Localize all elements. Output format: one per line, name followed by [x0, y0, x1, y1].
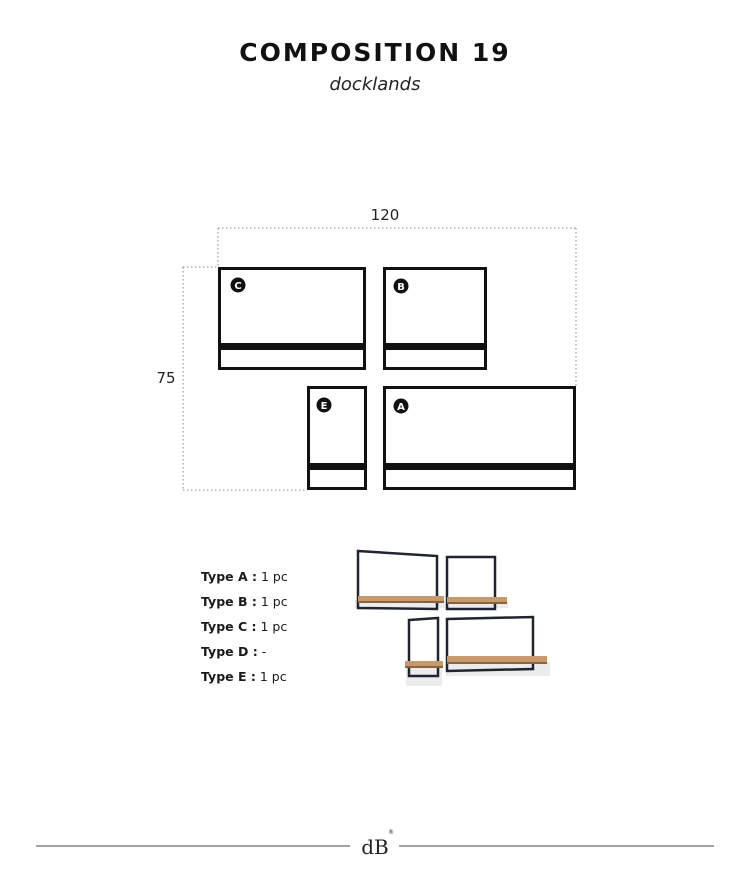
shelf-e-outline [308, 388, 366, 489]
type-row-a [201, 564, 288, 589]
type-name: Type E : [201, 669, 256, 684]
type-qty: 1 pc [259, 669, 287, 684]
brand-logo: dB [361, 835, 389, 859]
height-dimension-label: 75 [156, 369, 176, 387]
type-row-d [201, 639, 288, 664]
type-name: Type B : [201, 594, 257, 609]
shelf-b-outline [384, 269, 486, 369]
shelf-c-outline [219, 269, 365, 369]
type-row-b [201, 589, 288, 614]
type-name: Type D : [201, 644, 258, 659]
shelf-e-label: E [320, 401, 328, 412]
shelf-c-label: C [234, 281, 242, 292]
type-name: Type A : [201, 569, 257, 584]
shelf-a-outline [384, 388, 575, 489]
type-name: Type C : [201, 619, 257, 634]
type-quantity-list [201, 564, 288, 689]
collection-subtitle: docklands [329, 74, 421, 95]
width-dimension-label: 120 [370, 206, 400, 224]
type-qty: 1 pc [260, 594, 288, 609]
type-qty: 1 pc [260, 569, 288, 584]
registered-mark: ® [388, 829, 394, 836]
product-photo [355, 551, 550, 686]
type-row-c [201, 614, 288, 639]
type-qty: 1 pc [260, 619, 288, 634]
composition-title: COMPOSITION 19 [239, 38, 511, 67]
shelf-b-label: B [397, 282, 405, 293]
shelf-a-label: A [397, 402, 405, 413]
type-row-e [201, 664, 288, 689]
type-qty: - [261, 644, 267, 659]
